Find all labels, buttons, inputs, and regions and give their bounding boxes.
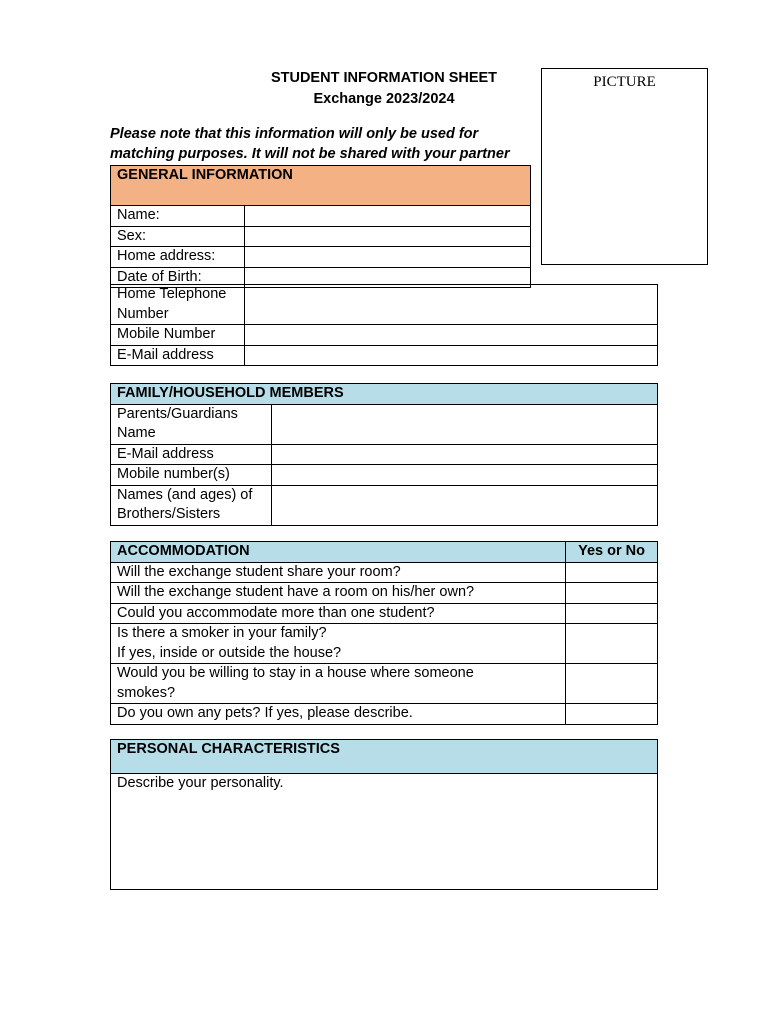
email-label: E-Mail address	[111, 345, 245, 366]
question-pets: Do you own any pets? If yes, please describe.	[111, 704, 566, 725]
yes-no-heading: Yes or No	[566, 542, 658, 563]
home-telephone-field[interactable]	[245, 285, 658, 325]
parents-field[interactable]	[272, 404, 658, 444]
answer-multiple-students[interactable]	[566, 603, 658, 624]
siblings-label-line-1: Names (and ages) of	[117, 486, 253, 503]
date-of-birth-label: Date of Birth:	[111, 267, 245, 288]
personality-prompt: Describe your personality.	[117, 775, 284, 791]
siblings-label	[111, 485, 272, 525]
sex-label: Sex:	[111, 226, 245, 247]
question-smoker-line-1: Is there a smoker in your family?	[117, 625, 327, 641]
family-email-field[interactable]	[272, 444, 658, 465]
home-telephone-label-line-2: Number	[117, 305, 169, 322]
personality-field[interactable]	[111, 774, 658, 890]
accommodation-heading: ACCOMMODATION	[111, 542, 566, 563]
mobile-number-label: Mobile Number	[111, 325, 245, 346]
question-multiple-students: Could you accommodate more than one student?	[111, 603, 566, 624]
name-field[interactable]	[245, 206, 531, 227]
question-smoker-line-2: If yes, inside or outside the house?	[117, 644, 342, 661]
family-table	[110, 383, 658, 526]
answer-pets[interactable]	[566, 704, 658, 725]
family-mobile-field[interactable]	[272, 465, 658, 486]
sex-field[interactable]	[245, 226, 531, 247]
question-own-room: Will the exchange student have a room on his/her own?	[111, 583, 566, 604]
picture-box[interactable]	[541, 68, 708, 265]
note-line-1: Please note that this information will only be used for	[110, 126, 479, 142]
answer-smoking-house[interactable]	[566, 664, 658, 704]
note-line-2: matching purposes. It will not be shared with your partner	[110, 146, 510, 162]
personal-table	[110, 739, 658, 890]
parents-label	[111, 404, 272, 444]
answer-smoker[interactable]	[566, 624, 658, 664]
question-smoking-house-line-2: smokes?	[117, 684, 176, 701]
general-info-heading: GENERAL INFORMATION	[111, 166, 531, 206]
subtitle-line: Exchange 2023/2024	[313, 91, 455, 107]
question-smoker	[111, 624, 566, 664]
accommodation-table	[110, 541, 658, 725]
siblings-label-line-2: Brothers/Sisters	[117, 506, 221, 522]
sheet-title	[230, 68, 538, 110]
question-smoking-house-line-1: Would you be willing to stay in a house where someone	[117, 665, 474, 681]
home-address-field[interactable]	[245, 247, 531, 268]
title-line: STUDENT INFORMATION SHEET	[270, 70, 498, 86]
family-heading: FAMILY/HOUSEHOLD MEMBERS	[111, 384, 658, 405]
family-mobile-label: Mobile number(s)	[111, 465, 272, 486]
siblings-field[interactable]	[272, 485, 658, 525]
parents-label-line-2: Name	[117, 425, 156, 441]
email-field[interactable]	[245, 345, 658, 366]
mobile-number-field[interactable]	[245, 325, 658, 346]
contact-table	[110, 284, 658, 366]
picture-label: PICTURE	[593, 74, 656, 90]
personal-heading: PERSONAL CHARACTERISTICS	[111, 740, 658, 774]
question-share-room: Will the exchange student share your room?	[111, 562, 566, 583]
answer-share-room[interactable]	[566, 562, 658, 583]
family-email-label: E-Mail address	[111, 444, 272, 465]
general-info-table	[110, 165, 531, 288]
home-telephone-label-line-1: Home Telephone	[117, 286, 227, 302]
question-smoking-house	[111, 664, 566, 704]
parents-label-line-1: Parents/Guardians	[117, 405, 238, 422]
home-telephone-label	[111, 285, 245, 325]
name-label: Name:	[111, 206, 245, 227]
answer-own-room[interactable]	[566, 583, 658, 604]
home-address-label: Home address:	[111, 247, 245, 268]
privacy-note	[110, 124, 550, 164]
